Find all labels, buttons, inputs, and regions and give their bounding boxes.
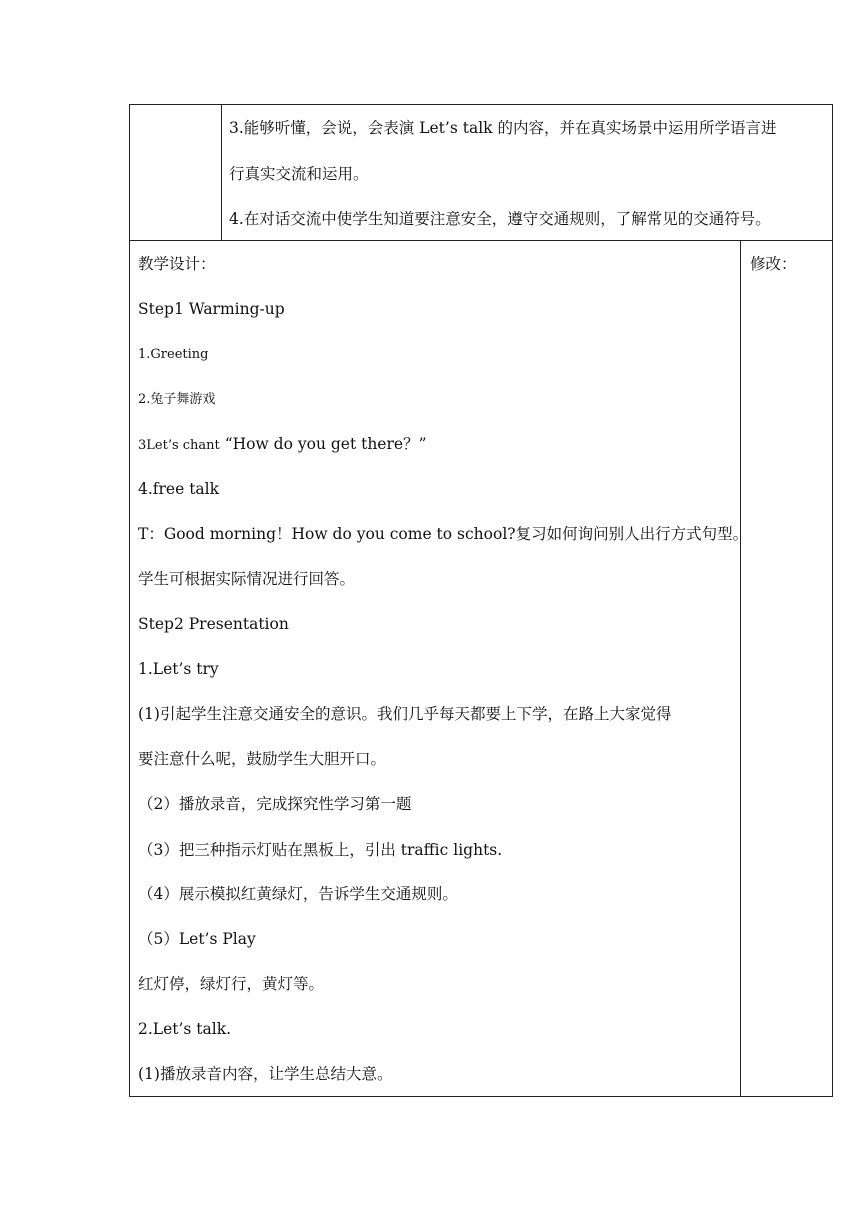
step2-heading: Step2 Presentation bbox=[138, 615, 289, 633]
step1-heading: Step1 Warming-up bbox=[138, 300, 285, 318]
chant-item bbox=[138, 434, 427, 456]
table-top-border bbox=[129, 104, 833, 105]
objective-4: 4.在对话交流中使学生知道要注意安全，遵守交通规则，了解常见的交通符号。 bbox=[229, 210, 771, 228]
greeting-item: 1.Greeting bbox=[138, 347, 209, 362]
lets-try-item: 1.Let’s try bbox=[138, 660, 219, 678]
table-bottom-border bbox=[129, 1096, 833, 1097]
student-answer-note: 学生可根据实际情况进行回答。 bbox=[138, 570, 356, 588]
lets-talk-item: 2.Let’s talk. bbox=[138, 1020, 232, 1038]
table-right-border bbox=[832, 104, 833, 1097]
safety-awareness-line-2: 要注意什么呢，鼓励学生大胆开口。 bbox=[138, 750, 387, 768]
top-row-column-divider bbox=[221, 104, 222, 241]
row-divider bbox=[129, 240, 833, 241]
objective-3-line-2: 行真实交流和运用。 bbox=[229, 165, 369, 183]
revision-column-divider bbox=[740, 240, 741, 1097]
rabbit-game-item: 2.兔子舞游戏 bbox=[138, 392, 216, 407]
traffic-lights-step: （3）把三种指示灯贴在黑板上，引出 traffic lights. bbox=[138, 841, 503, 859]
lets-play-step: （5）Let’s Play bbox=[138, 930, 256, 948]
traffic-rules-step: （4）展示模拟红黄绿灯，告诉学生交通规则。 bbox=[138, 885, 458, 903]
talk-summary-step: (1)播放录音内容，让学生总结大意。 bbox=[138, 1065, 393, 1083]
safety-awareness-line-1: (1)引起学生注意交通安全的意识。我们几乎每天都要上下学，在路上大家觉得 bbox=[138, 705, 672, 723]
chant-title: “How do you get there？” bbox=[224, 435, 427, 453]
teaching-design-heading: 教学设计： bbox=[138, 255, 216, 273]
play-recording-step: （2）播放录音，完成探究性学习第一题 bbox=[138, 795, 412, 813]
objective-3-line-1: 3.能够听懂，会说，会表演 Let’s talk 的内容，并在真实场景中运用所学语言进 bbox=[229, 119, 777, 137]
revision-label: 修改： bbox=[750, 255, 797, 273]
free-talk-item: 4.free talk bbox=[138, 480, 220, 498]
light-rule-text: 红灯停，绿灯行，黄灯等。 bbox=[138, 975, 325, 993]
chant-prefix: 3Let’s chant bbox=[138, 438, 220, 453]
teacher-question: T：Good morning！How do you come to school?复习如何询问别人出行方式句型。 bbox=[138, 525, 749, 543]
table-left-border bbox=[129, 104, 130, 1097]
